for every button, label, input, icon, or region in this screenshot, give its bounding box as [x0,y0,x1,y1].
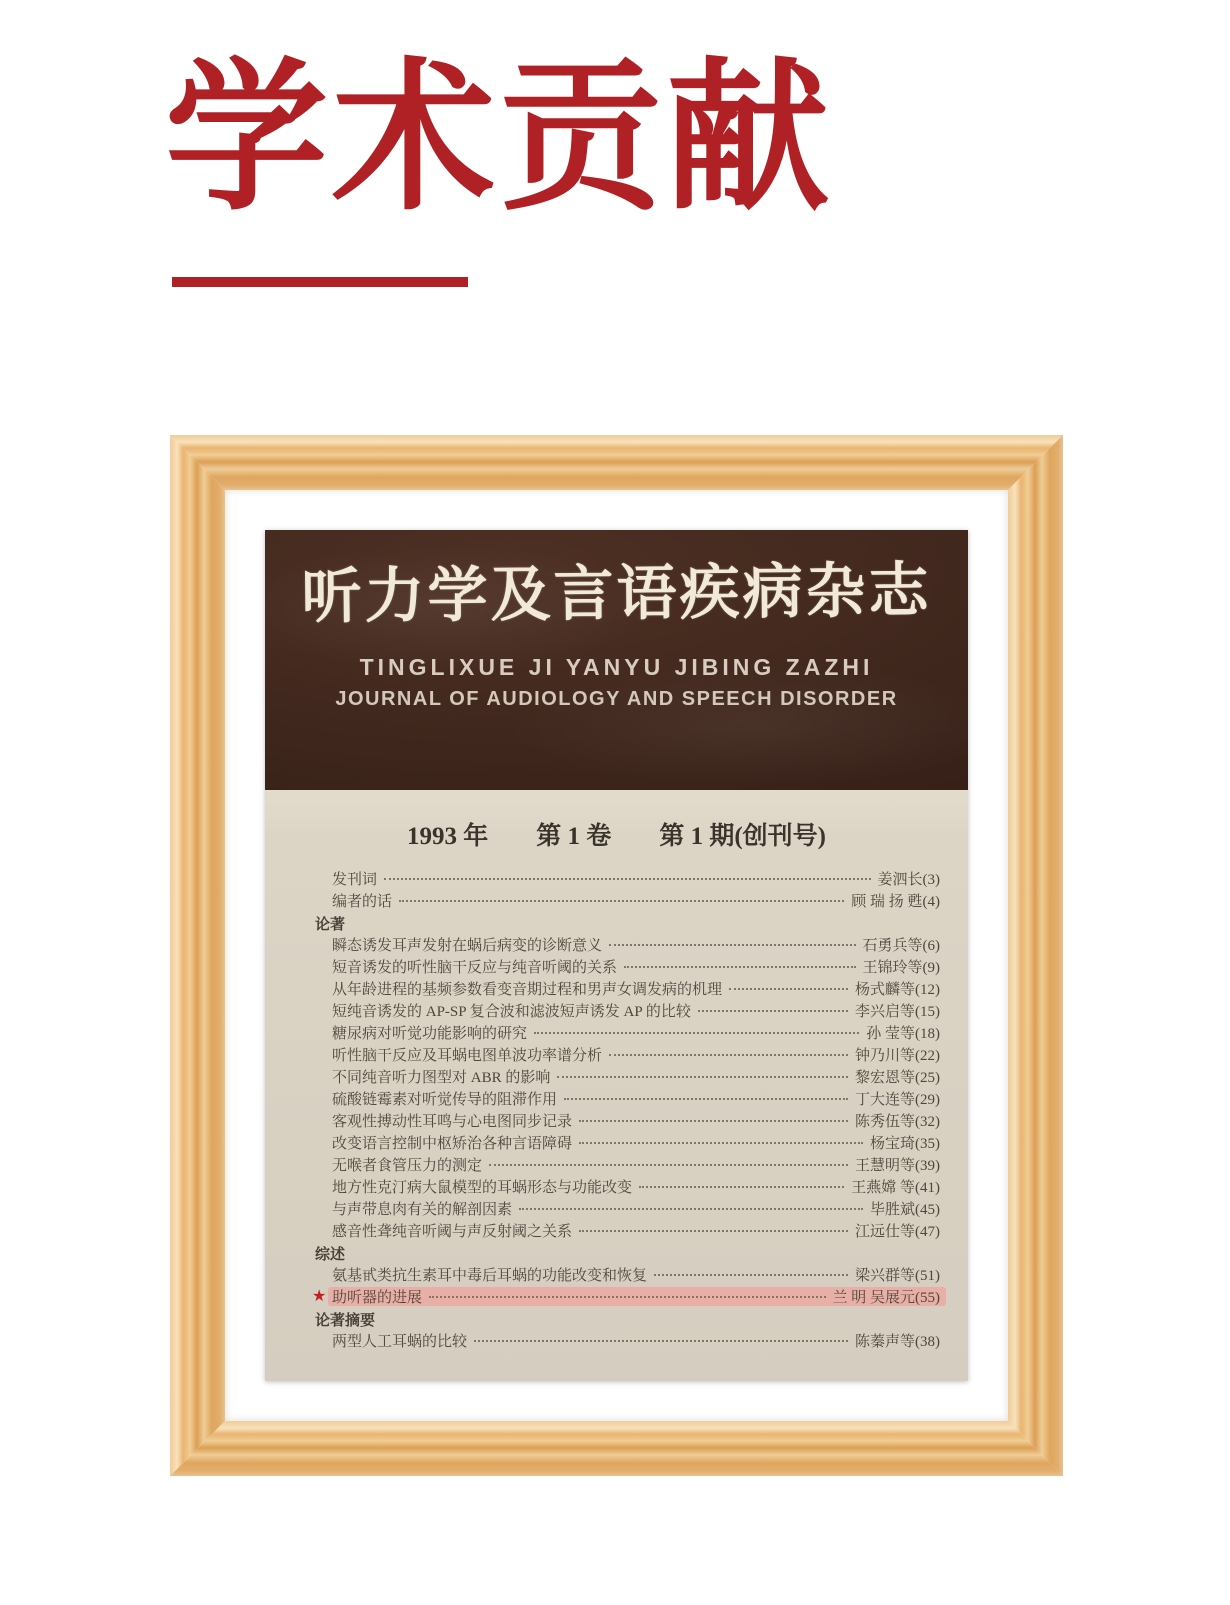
dot-leader [729,988,848,990]
toc-entry [312,1286,940,1308]
toc-entry-title: 听性脑干反应及耳蜗电图单波功率谱分析 [332,1048,603,1064]
toc-entry-author: 钟乃川等(22) [855,1048,940,1064]
toc-entry-author: 李兴启等(15) [855,1004,940,1020]
toc-entry-title: 与声带息肉有关的解剖因素 [332,1202,513,1218]
dot-leader [519,1208,863,1210]
toc-entry [315,1264,940,1286]
toc-entry-author: 孙 莹等(18) [866,1026,940,1042]
toc-entry-title: 发刊词 [332,872,378,888]
toc-entry-title: 感音性聋纯音听阈与声反射阈之关系 [332,1224,573,1240]
toc-entry-author: 王慧明等(39) [855,1158,940,1174]
dot-leader [557,1076,848,1078]
frame-side-bottom [170,1421,1063,1476]
journal-title-en: JOURNAL OF AUDIOLOGY AND SPEECH DISORDER [335,688,898,710]
toc-entry-author: 兰 明 吴展元(55) [832,1290,940,1306]
table-of-contents [312,868,940,1352]
toc-entry-title: 短音诱发的听性脑干反应与纯音听阈的关系 [332,960,618,976]
picture-frame [170,435,1063,1476]
toc-entry [315,1330,940,1352]
dot-leader [609,944,855,946]
dot-leader [579,1120,848,1122]
toc-entry-author: 江远仕等(47) [855,1224,940,1240]
dot-leader [534,1032,859,1034]
journal-title-zh: 听力学及言语疾病杂志 [301,555,932,633]
journal-cover-body [265,790,968,1381]
frame-side-left [170,435,225,1476]
frame-side-right [1008,435,1063,1476]
dot-leader [384,878,870,880]
toc-entry-title: 短纯音诱发的 AP-SP 复合波和滤波短声诱发 AP 的比较 [332,1004,691,1020]
frame-mat [225,490,1008,1421]
toc-entry [315,1132,940,1154]
dot-leader [474,1340,848,1342]
dot-leader [624,966,855,968]
issue-year: 1993 年 [407,823,489,850]
toc-entry-title: 改变语言控制中枢矫治各种言语障碍 [332,1136,573,1152]
journal-cover-header [265,530,968,790]
dot-leader [609,1054,848,1056]
toc-entry-title: 糖尿病对听觉功能影响的研究 [332,1026,528,1042]
dot-leader [429,1296,825,1298]
frame-side-top [170,435,1063,490]
journal-cover-photo [265,530,968,1381]
toc-entry-title: 地方性克汀病大鼠模型的耳蜗形态与功能改变 [332,1180,633,1196]
toc-entry-title: 两型人工耳蜗的比较 [332,1334,468,1350]
toc-entry-title: 助听器的进展 [332,1290,423,1306]
dot-leader [698,1010,848,1012]
title-underline [172,277,468,287]
dot-leader [489,1164,848,1166]
toc-entry-title: 瞬态诱发耳声发射在蜗后病变的诊断意义 [332,938,603,954]
dot-leader [564,1098,848,1100]
toc-entry-author: 石勇兵等(6) [862,938,940,954]
toc-entry-author: 姜泗长(3) [877,872,940,888]
toc-section-header: 论著摘要 [315,1312,376,1329]
journal-title-pinyin: TINGLIXUE JI YANYU JIBING ZAZHI [359,654,874,680]
toc-entry-author: 杨宝琦(35) [870,1136,940,1152]
toc-entry-author: 丁大连等(29) [855,1092,940,1108]
toc-entry [315,978,940,1000]
toc-entry [315,934,940,956]
toc-entry [315,1088,940,1110]
toc-section-header: 综述 [315,1246,346,1263]
toc-entry [315,1198,940,1220]
star-icon: ★ [312,1286,327,1305]
toc-entry-title: 无喉者食管压力的测定 [332,1158,483,1174]
toc-entry-author: 王锦玲等(9) [862,960,940,976]
toc-entry [315,956,940,978]
toc-section-header: 论著 [315,916,346,933]
toc-entry [315,1066,940,1088]
page-title: 学术贡献 [165,46,834,229]
toc-entry-author: 梁兴群等(51) [855,1268,940,1284]
toc-entry [315,890,940,912]
toc-entry-author: 毕胜斌(45) [870,1202,940,1218]
toc-entry-title: 硫酸链霉素对听觉传导的阻滞作用 [332,1092,558,1108]
dot-leader [654,1274,848,1276]
toc-entry-title: 客观性搏动性耳鸣与心电图同步记录 [332,1114,573,1130]
dot-leader [399,900,844,902]
toc-entry-author: 黎宏恩等(25) [855,1070,940,1086]
toc-entry-title: 不同纯音听力图型对 ABR 的影响 [332,1070,551,1086]
toc-entry-author: 陈蓁声等(38) [855,1334,940,1350]
toc-entry-author: 杨式麟等(12) [855,982,940,998]
toc-entry [315,1000,940,1022]
toc-entry-title: 氨基甙类抗生素耳中毒后耳蜗的功能改变和恢复 [332,1268,648,1284]
toc-entry-author: 陈秀伍等(32) [855,1114,940,1130]
toc-entry [315,1220,940,1242]
toc-entry-title: 从年龄进程的基频参数看变音期过程和男声女调发病的机理 [332,982,723,998]
issue-line [265,816,968,852]
toc-entry [315,1110,940,1132]
toc-entry [315,1044,940,1066]
dot-leader [579,1142,863,1144]
toc-entry-author: 王燕嫦 等(41) [851,1180,940,1196]
issue-number: 第 1 期(创刊号) [659,823,826,850]
toc-entry [315,1176,940,1198]
toc-entry [315,868,940,890]
toc-entry [315,1022,940,1044]
issue-volume: 第 1 卷 [536,823,612,850]
dot-leader [639,1186,844,1188]
dot-leader [579,1230,848,1232]
toc-entry [315,1154,940,1176]
toc-entry-title: 编者的话 [332,894,393,910]
toc-entry-author: 顾 瑞 扬 甦(4) [851,894,940,910]
